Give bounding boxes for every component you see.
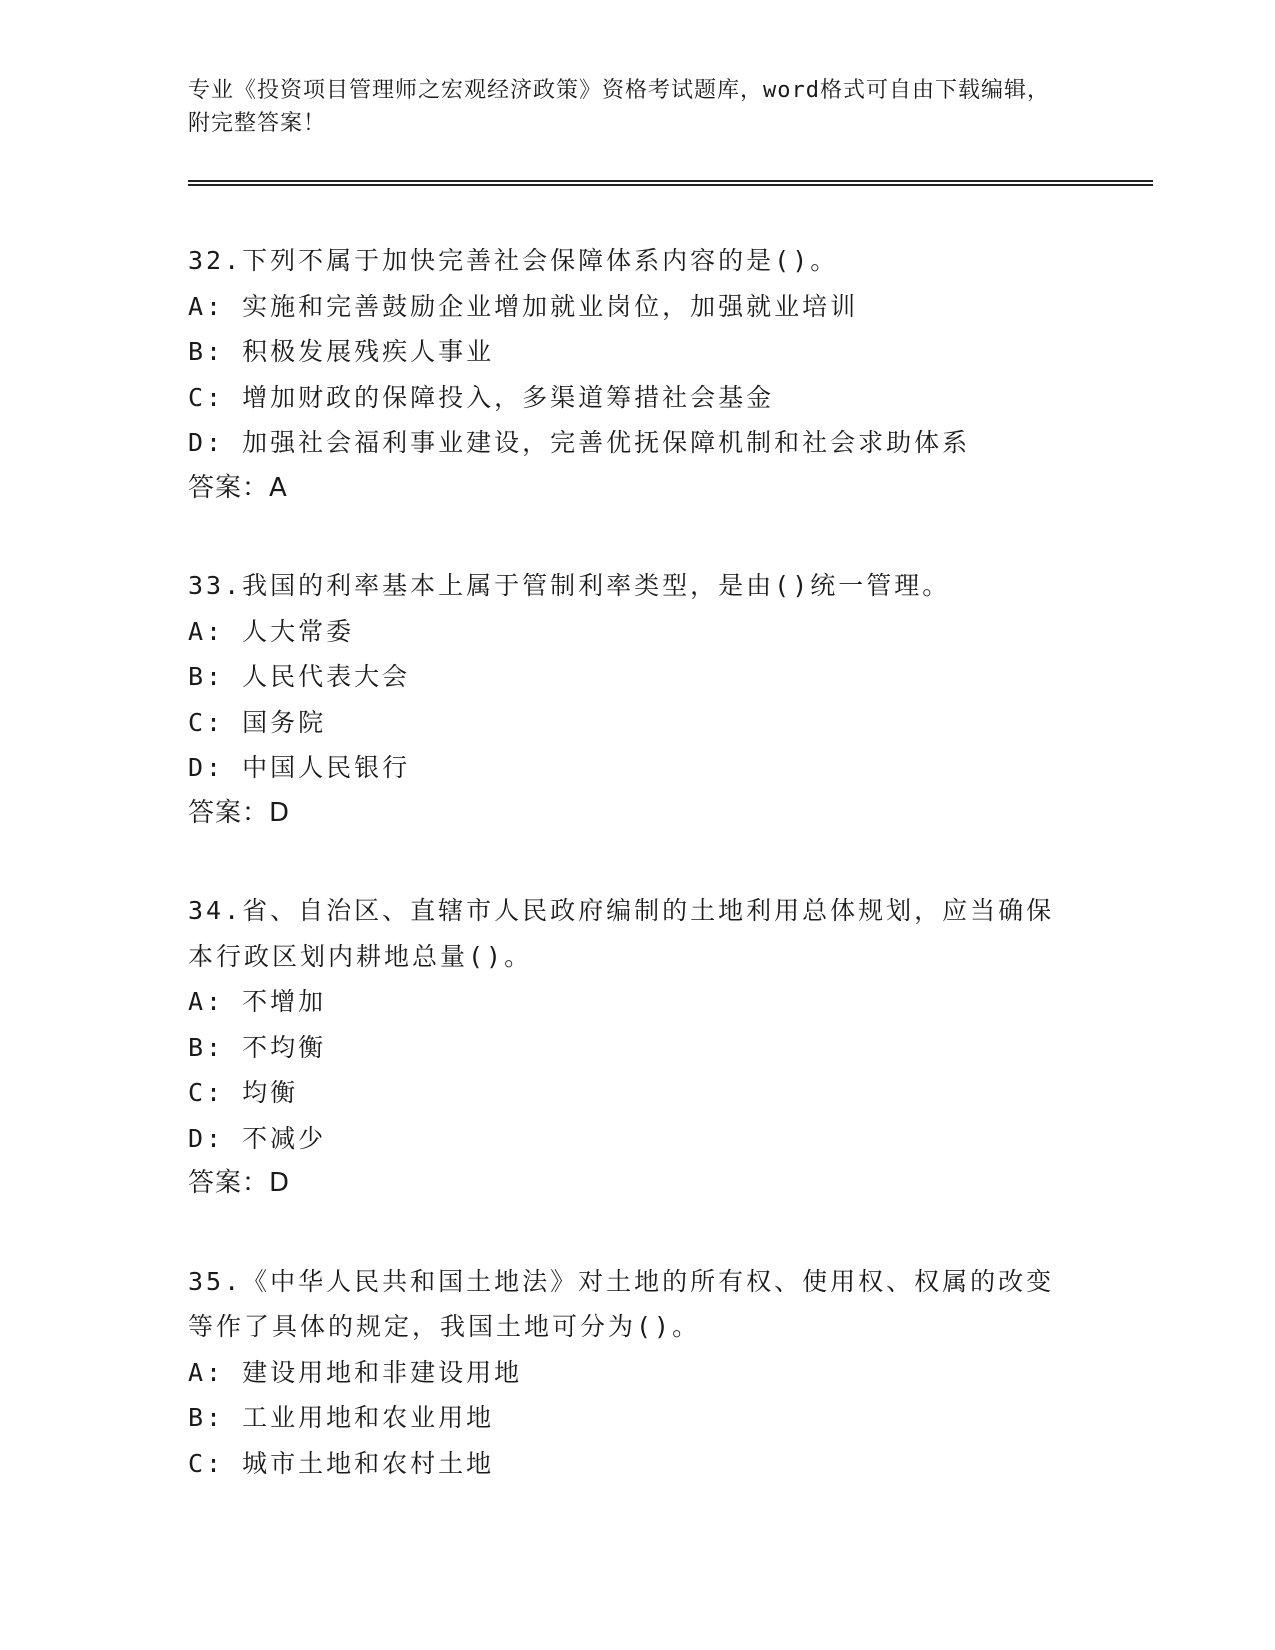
option-c: C: 增加财政的保障投入，多渠道筹措社会基金 <box>188 382 775 412</box>
answer-text: 答案：D <box>188 1168 291 1198</box>
option-d: D: 中国人民银行 <box>188 753 411 782</box>
answer-text: 答案：D <box>188 797 291 828</box>
question-34 <box>188 888 1148 1207</box>
question-32 <box>188 238 1148 511</box>
option-c: C: 均衡 <box>188 1078 299 1107</box>
option-d: D: 不减少 <box>188 1123 327 1153</box>
option-b: B: 工业用地和农业用地 <box>188 1403 495 1432</box>
answer-text: 答案：A <box>188 472 288 503</box>
option-a: A: 建设用地和非建设用地 <box>188 1357 523 1387</box>
option-a: A: 人大常委 <box>188 616 355 646</box>
question-stem: 32.下列不属于加快完善社会保障体系内容的是()。 <box>188 246 839 275</box>
question-33 <box>188 563 1148 836</box>
option-b: B: 不均衡 <box>188 1032 327 1062</box>
question-stem: 33.我国的利率基本上属于管制利率类型，是由()统一管理。 <box>188 571 951 600</box>
question-stem: 34.省、自治区、直辖市人民政府编制的土地利用总体规划，应当确保本行政区划内耕地总量()。 <box>188 896 1055 971</box>
option-b: B: 人民代表大会 <box>188 662 411 691</box>
option-c: C: 国务院 <box>188 707 327 737</box>
question-stem: 35.《中华人民共和国土地法》对土地的所有权、使用权、权属的改变等作了具体的规定，我国土地可分为()。 <box>188 1266 1055 1341</box>
option-b: B: 积极发展残疾人事业 <box>188 337 495 366</box>
question-35 <box>188 1259 1148 1487</box>
document-page <box>188 74 1148 1486</box>
option-c: C: 城市土地和农村土地 <box>188 1448 495 1478</box>
option-a: A: 实施和完善鼓励企业增加就业岗位，加强就业培训 <box>188 291 859 321</box>
option-d: D: 加强社会福利事业建设，完善优抚保障机制和社会求助体系 <box>188 428 971 457</box>
document-header: 专业《投资项目管理师之宏观经济政策》资格考试题库，word格式可自由下载编辑，附完整答案！ <box>188 78 1050 136</box>
header-divider <box>188 180 1153 186</box>
option-a: A: 不增加 <box>188 987 327 1016</box>
